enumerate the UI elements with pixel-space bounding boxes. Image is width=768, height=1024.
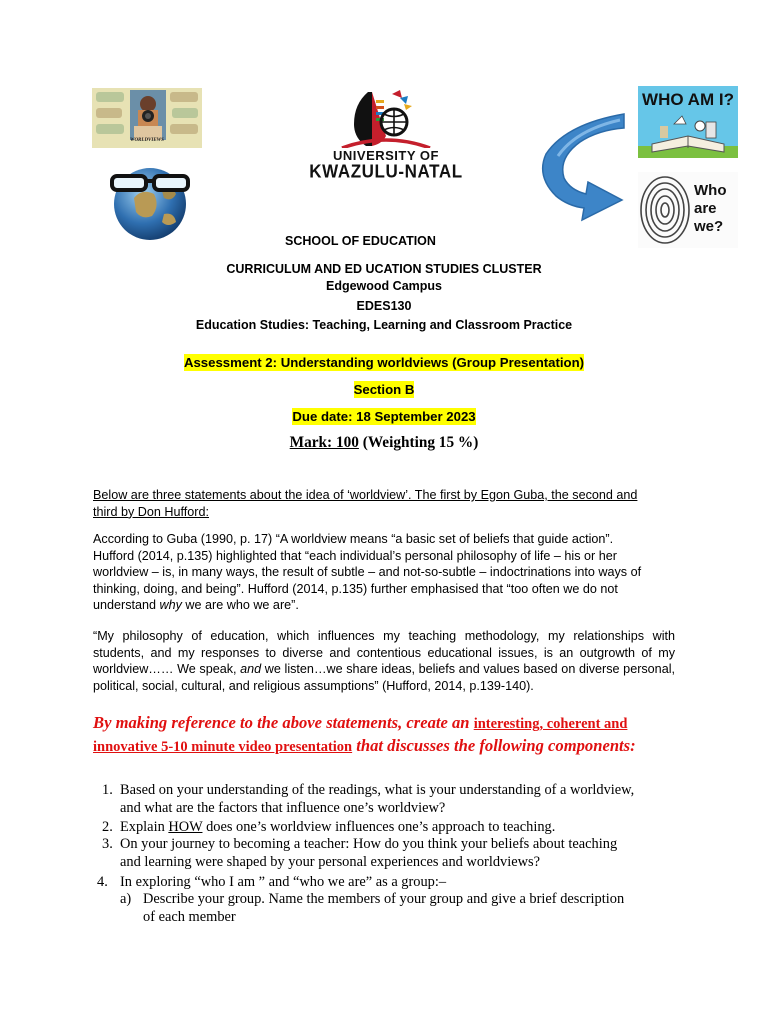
intro-line-2: third by Don Hufford: [93, 504, 209, 519]
sub-list-letter: a) [120, 891, 132, 907]
module-title: Education Studies: Teaching, Learning and Classroom Practice [195, 318, 573, 332]
list-item-text: of each member [143, 909, 236, 925]
campus-name: Edgewood Campus [326, 279, 442, 293]
intro-line-1: Below are three statements about the idea of ‘worldview’. The first by Egon Guba, the second and [93, 488, 638, 502]
assessment-title-row [0, 354, 768, 372]
list-item-text: and learning were shaped by your personal experiences and worldviews? [120, 854, 540, 870]
list-item-text: On your journey to becoming a teacher: How do you think your beliefs about teaching [120, 836, 618, 852]
section-row [0, 381, 768, 399]
list-item-3 [120, 835, 680, 871]
mark-label: Mark: 100 [289, 434, 359, 451]
para1-line: thinking, doing, and being”. Hufford (2014, p.135) further emphasised that “too often we do not [93, 581, 618, 596]
weighting-label: (Weighting 15 %) [358, 434, 479, 451]
are-label: are [694, 200, 717, 217]
prompt-line-2 [93, 735, 713, 758]
paragraph-philosophy-quote [93, 628, 675, 694]
para1-line-last [93, 597, 641, 614]
globe-glasses-image [104, 158, 198, 240]
we-label: we? [694, 218, 724, 235]
prompt-underlined: innovative 5-10 minute video presentation [93, 739, 353, 755]
components-list [0, 781, 768, 931]
para2-line: political, social, cultural, and religious assumptions” (Hufford, 2014, p.139-140). [93, 678, 534, 693]
university-logo [296, 88, 476, 192]
list-item-text: and what are the factors that influence one’s worldview? [120, 800, 446, 816]
prompt-underlined: interesting, coherent and [473, 716, 628, 732]
prompt-text: By making reference to the above statements, create an [93, 713, 474, 732]
due-date: Due date: 18 September 2023 [292, 409, 476, 424]
school-name: SCHOOL OF EDUCATION [285, 234, 436, 248]
list-item-4 [120, 873, 680, 891]
para2-line [93, 661, 675, 678]
section-label: Section B [353, 382, 415, 397]
who-am-i-image [638, 86, 738, 158]
assessment-title: Assessment 2: Understanding worldviews (Group Presentation) [183, 355, 585, 370]
list-number: 1. [102, 782, 113, 798]
para2-text: we listen…we share ideas, beliefs and values based on diverse personal, [261, 662, 675, 677]
list-number: 4. [97, 874, 108, 890]
intro-text [93, 487, 637, 520]
prompt-text: that discusses the following components: [352, 736, 636, 755]
paragraph-guba-hufford [93, 531, 641, 614]
para1-text: we are who we are”. [181, 598, 299, 613]
due-date-row [0, 408, 768, 426]
para2-italic: and [240, 662, 262, 677]
mark-row [0, 434, 768, 452]
curved-arrow-image [536, 110, 636, 222]
logo-line-2: KWAZULU-NATAL [309, 161, 463, 182]
para2-text: worldview…… We speak, [93, 662, 241, 677]
para1-italic: why [159, 598, 182, 613]
list-item-text: In exploring “who I am ” and “who we are” as a group:– [120, 874, 447, 890]
logo-line-1: UNIVERSITY OF [333, 148, 439, 163]
list-item-text: Describe your group. Name the members of your group and give a brief description [143, 891, 625, 907]
list-number: 2. [102, 819, 113, 835]
para1-line: Hufford (2014, p.135) highlighted that “each individual’s personal philosophy of life – his or her [93, 548, 617, 563]
list-item-text: does one’s worldview influences one’s approach to teaching. [202, 819, 556, 835]
worldviews-collage-image [92, 88, 202, 148]
para1-line: According to Guba (1990, p. 17) “A worldview means “a basic set of beliefs that guide action”. [93, 532, 614, 546]
para2-line: students, and my responses to diverse and contentious educational issues, is an outgrowth of my [93, 645, 675, 660]
who-am-i-text: WHO AM I? [642, 90, 734, 109]
list-item-text: Explain [120, 819, 169, 835]
para1-text: understand [93, 598, 160, 613]
who-label: Who [694, 182, 727, 199]
module-code: EDES130 [356, 299, 412, 313]
task-prompt [93, 712, 713, 758]
list-item-underlined: HOW [168, 819, 203, 835]
list-item-1 [120, 781, 680, 817]
sub-list-item-a [143, 890, 703, 926]
worldviews-caption: WORLDVIEWS [130, 138, 164, 143]
list-item-text: Based on your understanding of the readings, what is your understanding of a worldview, [120, 782, 635, 798]
cluster-name: CURRICULUM AND ED UCATION STUDIES CLUSTER [226, 262, 542, 276]
para2-line: “My philosophy of education, which influences my teaching methodology, my relationships with [93, 629, 675, 643]
fingerprint-image [638, 172, 738, 248]
para1-line: worldview – is, in many ways, the result of subtle – and not-so-subtle – indoctrinations into ways of [93, 565, 642, 580]
list-number: 3. [102, 836, 113, 852]
list-item-2 [120, 818, 680, 836]
prompt-line-1 [93, 712, 713, 735]
